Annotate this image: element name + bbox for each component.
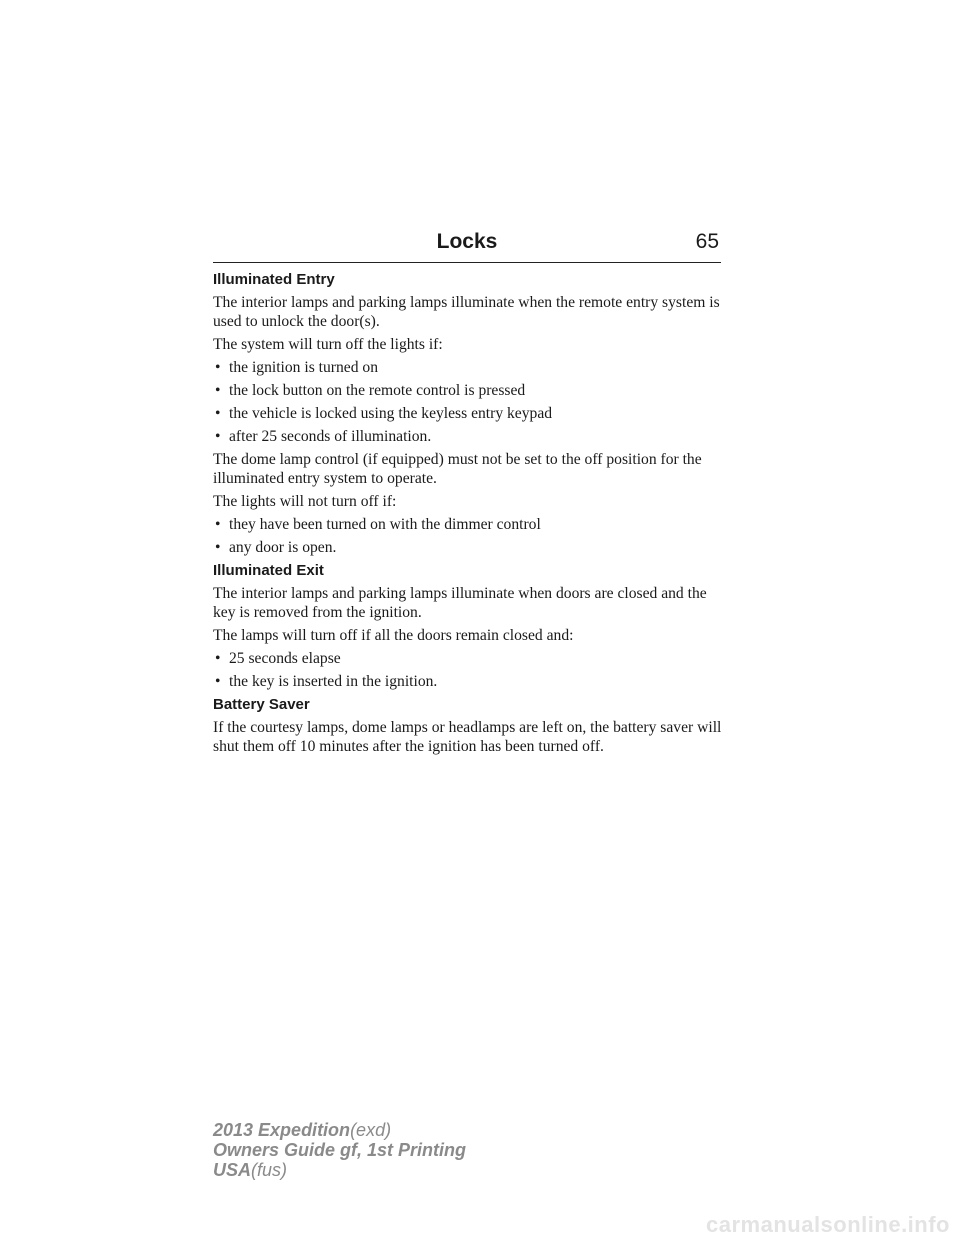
list-item-text: after 25 seconds of illumination. xyxy=(229,428,432,445)
section-heading-illuminated-exit: Illuminated Exit xyxy=(213,562,324,579)
page-title: Locks xyxy=(436,230,498,253)
list-item xyxy=(213,358,723,377)
footer-line xyxy=(213,1140,466,1160)
bullet-icon: • xyxy=(215,428,221,445)
footer-model-code: (exd) xyxy=(350,1120,392,1140)
footer-guide: Owners Guide gf, 1st Printing xyxy=(213,1140,467,1160)
list-item xyxy=(213,672,723,691)
watermark: carmanualsonline.info xyxy=(706,1212,950,1237)
bullet-icon: • xyxy=(215,516,221,533)
section-heading-battery-saver: Battery Saver xyxy=(213,696,310,713)
paragraph: The system will turn off the lights if: xyxy=(213,336,443,353)
bullet-list xyxy=(213,358,723,446)
footer-market-code: (fus) xyxy=(251,1160,288,1180)
page-content xyxy=(213,270,723,760)
bullet-icon: • xyxy=(215,539,221,556)
list-item-text: the lock button on the remote control is pressed xyxy=(229,382,526,399)
list-item xyxy=(213,427,723,446)
paragraph: The interior lamps and parking lamps illuminate when doors are closed and the key is removed from the ignition. xyxy=(213,585,707,621)
bullet-list xyxy=(213,515,723,557)
bullet-icon: • xyxy=(215,359,221,376)
list-item-text: the vehicle is locked using the keyless entry keypad xyxy=(229,405,553,422)
list-item xyxy=(213,404,723,423)
list-item xyxy=(213,538,723,557)
bullet-icon: • xyxy=(215,382,221,399)
paragraph: The dome lamp control (if equipped) must not be set to the off position for the illuminated entry system to operate. xyxy=(213,451,702,487)
footer-market: USA xyxy=(213,1160,252,1180)
bullet-icon: • xyxy=(215,673,221,690)
list-item-text: 25 seconds elapse xyxy=(229,650,341,667)
list-item xyxy=(213,381,723,400)
paragraph: The lights will not turn off if: xyxy=(213,493,397,510)
list-item-text: they have been turned on with the dimmer control xyxy=(229,516,541,533)
list-item-text: the ignition is turned on xyxy=(229,359,378,376)
bullet-list xyxy=(213,649,723,691)
footer-line xyxy=(213,1160,466,1180)
list-item-text: any door is open. xyxy=(229,539,337,556)
list-item xyxy=(213,649,723,668)
print-footer xyxy=(213,1120,466,1180)
paragraph: If the courtesy lamps, dome lamps or headlamps are left on, the battery saver will shut them off 10 minutes after the ignition has been turned off. xyxy=(213,719,722,755)
bullet-icon: • xyxy=(215,405,221,422)
section-heading-illuminated-entry: Illuminated Entry xyxy=(213,271,335,288)
bullet-icon: • xyxy=(215,650,221,667)
footer-line xyxy=(213,1120,466,1140)
page-header xyxy=(213,228,721,263)
paragraph: The lamps will turn off if all the doors remain closed and: xyxy=(213,627,574,644)
paragraph: The interior lamps and parking lamps illuminate when the remote entry system is used to unlock the door(s). xyxy=(213,294,720,330)
list-item xyxy=(213,515,723,534)
list-item-text: the key is inserted in the ignition. xyxy=(229,673,438,690)
footer-model: 2013 Expedition xyxy=(213,1120,351,1140)
page-number: 65 xyxy=(695,230,719,253)
